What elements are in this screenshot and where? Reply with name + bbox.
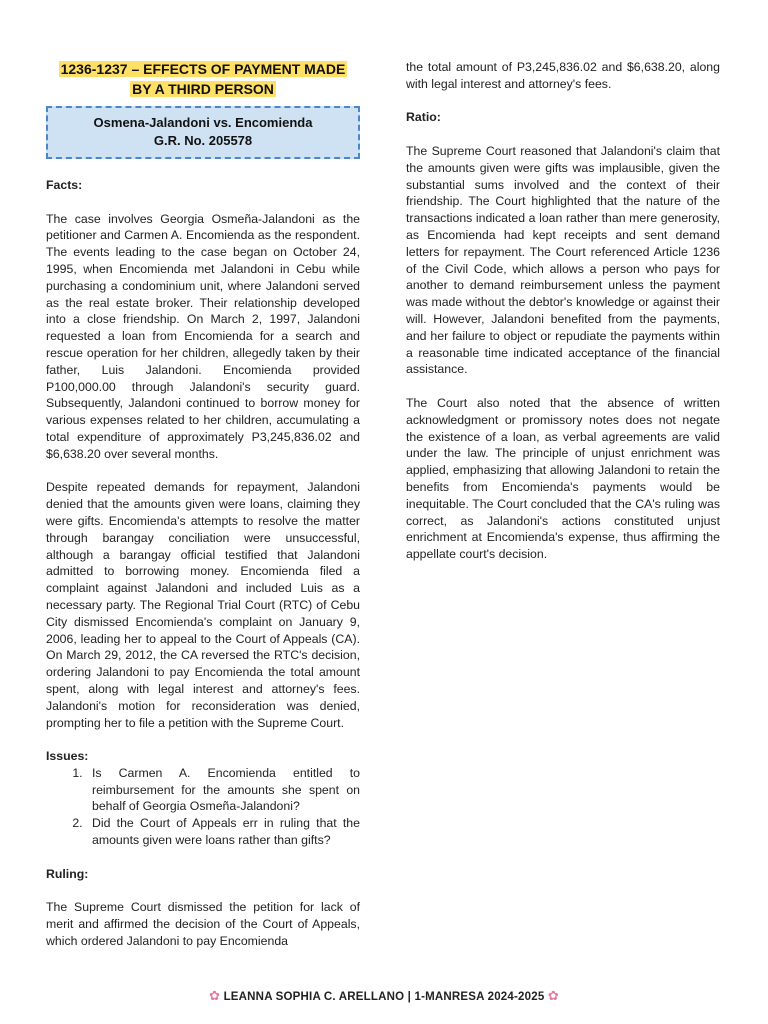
right-column: [406, 59, 720, 580]
left-column: [46, 59, 360, 966]
issue-item-2: 2. Did the Court of Appeals err in ruling that the amounts given were loans rather than gifts?: [86, 815, 360, 849]
page-title: [46, 59, 360, 99]
ruling-paragraph-start: The Supreme Court dismissed the petition for lack of merit and affirmed the decision of the Court of Appeals, which ordered Jalandoni to pay Encomienda: [46, 900, 360, 948]
facts-paragraph-1: The case involves Georgia Osmeña-Jalandoni as the petitioner and Carmen A. Encomienda as the respondent. The events leading to the case began on October 24, 1995, when Encomienda met Jalandoni in Cebu while purchasing a condominium unit, where Jalandoni served as the real estate broker. Their relationship developed into a close friendship. On March 2, 1997, Jalandoni requested a loan from Encomienda for a search and rescue operation for her children, allegedly taken by their father, Luis Jalandoni. Encomienda provided P100,000.00 through Jalandoni's security guard. Subsequently, Jalandoni continued to borrow money for various expenses related to her children, accumulating a total expenditure of approximately P3,245,836.02 and $6,638.20 over several months.: [46, 211, 360, 461]
ruling-paragraph-end: the total amount of P3,245,836.02 and $6,638.20, along with legal interest and attorney's fees.: [406, 60, 720, 91]
title-line-1: 1236-1237 – EFFECTS OF PAYMENT MADE: [60, 61, 346, 77]
ratio-paragraph-2: The Court also noted that the absence of written acknowledgment or promissory notes does not negate the existence of a loan, as verbal agreements are valid under the law. The principle of unjust enrichment was applied, emphasizing that allowing Jalandoni to retain the benefits from Encomienda's payments would be inequitable. The Court concluded that the CA's ruling was correct, as Jalandoni's actions constituted unjust enrichment at Encomienda's expense, thus affirming the appellate court's decision.: [406, 395, 720, 562]
case-name: Osmena-Jalandoni vs. Encomienda: [93, 115, 313, 130]
ruling-label: Ruling:: [46, 866, 89, 881]
case-header-box: [46, 106, 360, 159]
case-gr-number: G.R. No. 205578: [153, 133, 253, 148]
ratio-label: Ratio:: [406, 110, 441, 125]
issues-label: Issues:: [46, 749, 89, 764]
facts-label: Facts:: [46, 178, 83, 192]
issues-list: [46, 765, 360, 849]
facts-paragraph-2: Despite repeated demands for repayment, Jalandoni denied that the amounts given were loans, claiming they were gifts. Encomienda's attempts to resolve the matter through barangay conciliation were unsuccessful, although a barangay official testified that Jalandoni admitted to borrowing money. Encomienda filed a complaint against Jalandoni and included Luis as a necessary party. The Regional Trial Court (RTC) of Cebu City dismissed Encomienda's complaint on January 9, 2006, leading her to appeal to the Court of Appeals (CA). On March 29, 2012, the CA reversed the RTC's decision, ordering Jalandoni to pay Encomienda the total amount spent, along with legal interest and attorney's fees. Jalandoni's motion for reconsideration was denied, prompting her to file a petition with the Supreme Court.: [46, 480, 360, 730]
ratio-paragraph-1: The Supreme Court reasoned that Jalandoni's claim that the amounts given were gifts was implausible, given the substantial sums involved and the context of their friendship. The Court highlighted that the nature of the transactions indicated a loan rather than mere generosity, as Encomienda had kept receipts and sent demand letters for repayment. The Court referenced Article 1236 of the Civil Code, which allows a person who pays for another to demand reimbursement unless the payment was made without the debtor's knowledge or against their will. However, Jalandoni benefited from the payments, and her failure to object or repudiate the payments within a reasonable time indicated acceptance of the financial assistance.: [406, 143, 720, 377]
flower-icon: ✿: [209, 988, 221, 1003]
page-footer: [0, 988, 768, 1004]
flower-icon: ✿: [547, 988, 559, 1003]
footer-text: LEANNA SOPHIA C. ARELLANO | 1-MANRESA 2024-2025: [223, 991, 545, 1003]
issue-item-1: 1. Is Carmen A. Encomienda entitled to reimbursement for the amounts she spent on behalf of Georgia Osmeña-Jalandoni?: [86, 765, 360, 815]
title-line-2: BY A THIRD PERSON: [132, 81, 274, 97]
